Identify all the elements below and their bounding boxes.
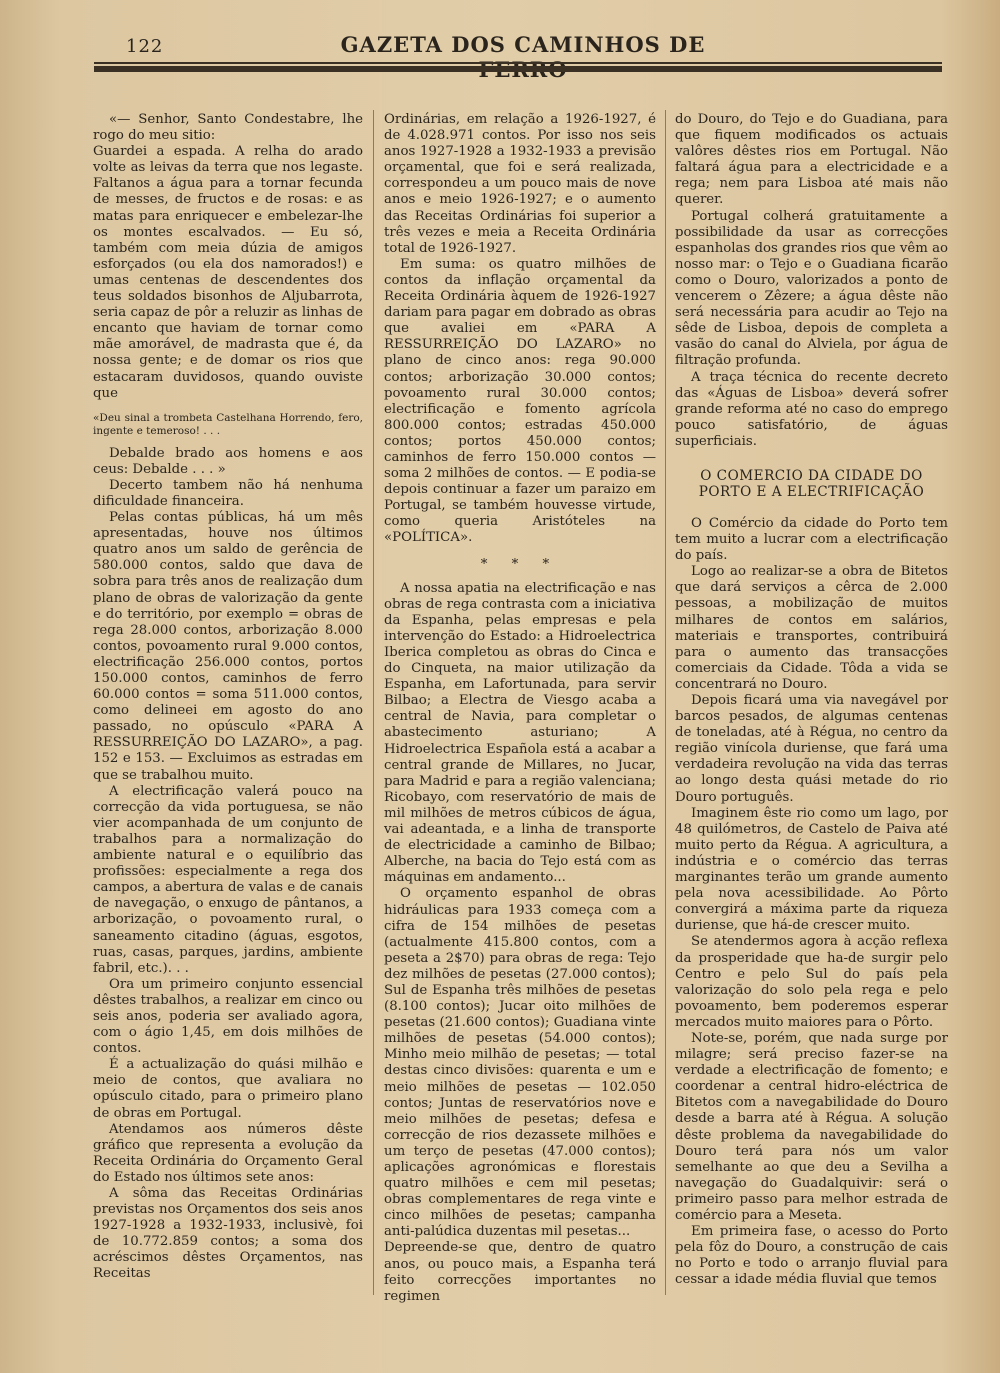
paragraph: O orçamento espanhol de obras hidráulicas para 1933 começa com a cifra de 154 milhões de pesetas (actualmente 415.800 contos, com a peseta a 2$70) para obras de rega: Tejo dez milhões de pesetas (27.000 contos); Sul de Espanha três milhões de pesetas (8.100 contos); Jucar oito milhões de pesetas (21.600 contos); Guadiana vinte milhões de pesetas (54.000 contos); Minho meio milhão de pesetas; — total destas cinco divisões: quarenta e um e meio milhões de pesetas — 102.050 contos; Juntas de reservatórios nove e meio milhões de pesetas; defesa e correcção de rios dezassete milhões e um terço de pesetas (47.000 contos); aplicações agronómicas e florestais quatro milhões e cem mil pesetas; obras complementares de rega vinte e cinco milhões de pesetas; campanha anti-palúdica duzentas mil pesetas... [384, 886, 656, 1240]
paragraph: Em suma: os quatro milhões de contos da inflação orçamental da Receita Ordinária àquem de 1926-1927 dariam para pagar em dobrado as obras que avaliei em «PARA A RESSURREIÇÃO DO LAZARO» no plano de cinco anos: rega 90.000 contos; arborização 30.000 contos; povoamento rural 30.000 contos; electrificação e fomento agrícola 800.000 contos; estradas 450.000 contos; portos 450.000 contos; caminhos de ferro 150.000 contos — soma 2 milhões de contos. — E podia-se depois continuar a fazer um paraizo em Portugal, se também houvesse virtude, como queria Aristóteles na «POLÍTICA». [384, 256, 656, 546]
section-separator: * * * [480, 556, 560, 572]
paragraph: Pelas contas públicas, há um mês apresentadas, houve nos últimos quatro anos um saldo de gerência de 580.000 contos, saldo que dava de sobra para três anos de realização dum plano de obras de valorização da gente e do território, por exemplo = obras de rega 28.000 contos, arborização 8.000 contos, povoamento rural 9.000 contos, electrificação 256.000 contos, portos 150.000 contos, caminhos de ferro 60.000 contos = soma 511.000 contos, como delineei em agosto do ano passado, no opúsculo «PARA A RESSURREIÇÃO DO LAZARO», a pag. 152 e 153. — Excluimos as estradas em que se trabalhou muito. [93, 510, 363, 783]
paragraph: Logo ao realizar-se a obra de Bitetos que dará serviços a cêrca de 2.000 pessoas, a mobilização de muitos milhares de contos em salários, materiais e transportes, contribuirá para o aumento das transacções comerciais da Cidade. Tôda a vida se concentrará no Douro. [675, 564, 948, 692]
paragraph: do Douro, do Tejo e do Guadiana, para que fiquem modificados os actuais valôres dêstes rios em Portugal. Não faltará água para a electricidade e a rega; nem para Lisboa até mais não querer. [675, 112, 948, 208]
paragraph: Ordinárias, em relação a 1926-1927, é de 4.028.971 contos. Por isso nos seis anos 1927-1928 a 1932-1933 a previsão orçamental, que foi e será realizada, correspondeu a um pouco mais de nove anos e meio 1926-1927; e o aumento das Receitas Ordinárias foi superior a três vezes e meia a Receita Ordinária total de 1926-1927. [384, 112, 656, 256]
column-divider [665, 110, 666, 1295]
paragraph: Ora um primeiro conjunto essencial dêstes trabalhos, a realizar em cinco ou seis anos, poderia ser avaliado agora, com o ágio 1,45, em dois milhões de contos. [93, 976, 363, 1057]
paragraph: A nossa apatia na electrificação e nas obras de rega contrasta com a iniciativa da Espanha, pelas empresas e pela intervenção do Estado: a Hidroelectrica Iberica completou as obras do Cinca e do Cinqueta, na maior utilização da Espanha, em Lafortunada, para servir Bilbao; a Electra de Viesgo acaba a central de Navia, para completar o abastecimento asturiano; A Hidroelectrica Española está a acabar a central grande de Millares, no Jucar, para Madrid e para a região valenciana; Ricobayo, com reservatório de mais de mil milhões de metros cúbicos de água, vai adeantada, e a linha de transporte de electricidade a caminho de Bilbao; Alberche, na bacia do Tejo está com as máquinas em andamento... [384, 580, 656, 886]
verse-quote: «Deu sinal a trombeta Castelhana Horrendo, fero, ingente e temeroso! . . . [93, 411, 363, 437]
header-rule-thick [94, 66, 942, 72]
paragraph: É a actualização do quási milhão e meio de contos, que avaliara no opúsculo citado, para o primeiro plano de obras em Portugal. [93, 1057, 363, 1121]
paragraph: Depreende-se que, dentro de quatro anos, ou pouco mais, a Espanha terá feito correcções importantes no regimen [384, 1240, 656, 1304]
paragraph: Debalde brado aos homens e aos ceus: Debalde . . . » [93, 445, 363, 477]
paragraph: A traça técnica do recente decreto das «Águas de Lisboa» deverá sofrer grande reforma até no caso do emprego pouco satisfatório, de águas superficiais. [675, 369, 948, 449]
paragraph: Portugal colherá gratuitamente a possibilidade da usar as correcções espanholas dos grandes rios que vêm ao nosso mar: o Tejo e o Guadiana ficarão como o Douro, valorizados a ponto de vencerem o Zêzere; a água dêste não será necessária para acudir ao Tejo na sêde de Lisboa, depois de completa a vasão do canal do Alviela, por água de filtração profunda. [675, 208, 948, 369]
page-number: 122 [126, 36, 164, 57]
publication-title: GAZETA DOS CAMINHOS DE [340, 32, 706, 57]
paragraph: «— Senhor, Santo Condestabre, lhe rogo do meu sitio: [93, 112, 363, 144]
paragraph: A sôma das Receitas Ordinárias previstas nos Orçamentos dos seis anos 1927-1928 a 1932-1933, inclusivè, foi de 10.772.859 contos; a soma dos acréscimos dêstes Orçamentos, nas Receitas [93, 1186, 363, 1282]
paragraph: Decerto tambem não há nenhuma dificuldade financeira. [93, 477, 363, 509]
paragraph: Guardei a espada. A relha do arado volte as leivas da terra que nos legaste. Faltanos a água para a tornar fecunda de messes, de fructos e de rosas: e as matas para enriquecer e embelezar-lhe os montes escalvados. — Eu só, também com meia dúzia de amigos esforçados (ou ela dos namorados!) e umas centenas de descendentes dos teus soldados bisonhos de Aljubarrota, seria capaz de pôr a reluzir as linhas de encanto que haviam de tornar como mãe amorável, de madrasta que é, da nossa gente; e de domar os rios que estacaram duvidosos, quando ouviste que [93, 144, 363, 401]
text-column-3 [675, 112, 948, 1288]
paragraph: O Comércio da cidade do Porto tem tem muito a lucrar com a electrificação do país. [675, 515, 948, 564]
text-column-1 [93, 112, 363, 1283]
paragraph: Note-se, porém, que nada surge por milagre; será preciso fazer-se na verdade a electrificação de fomento; e coordenar a central hidro-eléctrica de Bitetos com a navegabilidade do Douro desde a barra até à Régua. A solução dêste problema da navegabilidade do Douro terá para nós um valor semelhante ao que deu a Sevilha a navegação do Guadalquivir: será o primeiro passo para melhor estrada de comércio para a Meseta. [675, 1030, 948, 1223]
text-column-2 [384, 112, 656, 1305]
paragraph: Depois ficará uma via navegável por barcos pesados, de algumas centenas de toneladas, até à Régua, no centro da região vinícola duriense, que fará uma verdadeira revolução na vida das terras ao longo desta quási metade do rio Douro português. [675, 693, 948, 805]
paragraph: A electrificação valerá pouco na correcção da vida portuguesa, se não vier acompanhada de um conjunto de trabalhos para a normalização do ambiente natural e o equilíbrio das profissões: especialmente a rega dos campos, a abertura de valas e de canais de navegação, o enxugo de pântanos, a arborização, o povoamento rural, o saneamento citadino (águas, esgotos, ruas, casas, parques, jardins, ambiente fabril, etc.). . . [93, 783, 363, 976]
header-rule-thin [94, 62, 942, 64]
column-divider [373, 110, 374, 1295]
paragraph: Atendamos aos números dêste gráfico que representa a evolução da Receita Ordinária do Orçamento Geral do Estado nos últimos sete anos: [93, 1121, 363, 1185]
paragraph: Em primeira fase, o acesso do Porto pela fôz do Douro, a construção de cais no Porto e todo o arranjo fluvial para cessar a idade média fluvial que temos [675, 1224, 948, 1288]
paragraph: Imaginem êste rio como um lago, por 48 quilómetros, de Castelo de Paiva até muito perto da Régua. A agricultura, a indústria e o comércio das terras marginantes terão um grande aumento pela nova acessibilidade. Ao Pôrto convergirá a máxima parte da riqueza duriense, que há-de crescer muito. [675, 805, 948, 934]
section-heading: O COMERCIO DA CIDADE DO PORTO E A ELECTRIFICAÇÃO [698, 467, 925, 500]
paragraph: Se atendermos agora à acção reflexa da prosperidade que ha-de surgir pelo Centro e pelo Sul do país pela valorização do solo pela rega e pelo povoamento, bem poderemos esperar mercados muito maiores para o Pôrto. [675, 934, 948, 1030]
